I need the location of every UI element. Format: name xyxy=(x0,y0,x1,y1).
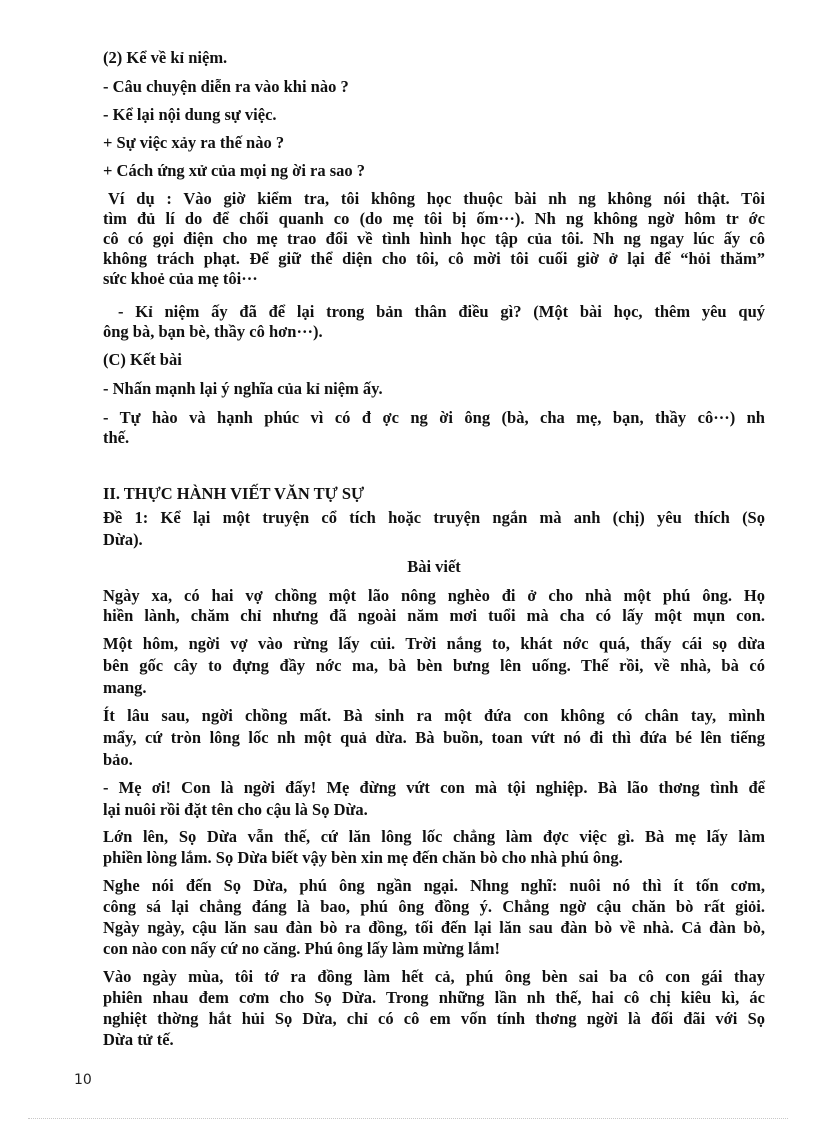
paragraph-line: phiên nhau đem cơm cho Sọ Dừa. Trong những lần nh thế, hai cô chị kiêu kì, ác xyxy=(103,988,765,1007)
paragraph-line: bảo. xyxy=(103,750,133,769)
paragraph-line: - Kỉ niệm ấy đã để lại trong bản thân điều gì? (Một bài học, thêm yêu quý xyxy=(118,302,765,321)
section-title: II. THỰC HÀNH VIẾT VĂN TỰ SỰ xyxy=(103,484,365,503)
paragraph-line: nghiệt thờng hắt hủi Sọ Dừa, chỉ có cô em vốn tính thơng ngời là đối đãi với Sọ xyxy=(103,1009,765,1028)
paragraph-line: mang. xyxy=(103,678,147,697)
paragraph-line: Nghe nói đến Sọ Dừa, phú ông ngần ngại. Nhng nghĩ: nuôi nó thì ít tốn cơm, xyxy=(103,876,765,895)
paragraph-line: Ví dụ : Vào giờ kiểm tra, tôi không học thuộc bài nh ng không nói thật. Tôi xyxy=(108,189,765,208)
paragraph-line: - Mẹ ơi! Con là ngời đấy! Mẹ đừng vứt con mà tội nghiệp. Bà lão thơng tình để xyxy=(103,778,765,797)
paragraph-line: tìm đủ lí do để chối quanh co (do mẹ tôi bị ốm···). Nh ng không ngờ hôm tr ớc xyxy=(103,209,765,228)
section-heading-conclusion: (C) Kết bài xyxy=(103,350,182,369)
list-item: - Nhấn mạnh lại ý nghĩa của kỉ niệm ấy. xyxy=(103,379,383,398)
essay-heading: Bài viết xyxy=(407,557,461,576)
list-item: + Cách ứng xử của mọi ng ời ra sao ? xyxy=(103,161,366,180)
paragraph-line: Dừa tử tế. xyxy=(103,1030,174,1049)
exercise-prompt: Dừa). xyxy=(103,530,143,549)
paragraph-line: thế. xyxy=(103,428,130,447)
paragraph-line: hiền lành, chăm chỉ nhưng đã ngoài năm mơi tuổi mà cha có lấy một mụn con. xyxy=(103,606,765,625)
paragraph-line: Lớn lên, Sọ Dừa vẫn thế, cứ lăn lông lốc chẳng làm đợc việc gì. Bà mẹ lấy làm xyxy=(103,827,765,846)
paragraph-line: phiền lòng lắm. Sọ Dừa biết vậy bèn xin mẹ đến chăn bò cho nhà phú ông. xyxy=(103,848,623,867)
list-item: - Kể lại nội dung sự việc. xyxy=(103,105,277,124)
paragraph-line: Ngày ngày, cậu lăn sau đàn bò ra đồng, tối đến lại lăn sau đàn bò về nhà. Cả đàn bò, xyxy=(103,918,765,937)
paragraph-line: không trách phạt. Để giữ thể diện cho tôi, cô mời tôi cuối giờ ở lại để “hỏi thăm” xyxy=(103,249,765,268)
paragraph-line: sức khoẻ của mẹ tôi··· xyxy=(103,269,258,288)
paragraph-line: Ngày xa, có hai vợ chồng một lão nông nghèo đi ở cho nhà một phú ông. Họ xyxy=(103,586,765,605)
list-item: - Tự hào và hạnh phúc vì có đ ợc ng ời ông (bà, cha mẹ, bạn, thầy cô···) nh xyxy=(103,408,765,427)
section-heading-memory: (2) Kể về kỉ niệm. xyxy=(103,48,228,67)
paragraph-line: ông bà, bạn bè, thầy cô hơn···). xyxy=(103,322,323,341)
paragraph-line: cô có gọi điện cho mẹ trao đổi về tình hình học tập của tôi. Nh ng ngay lúc ấy cô xyxy=(103,229,765,248)
paragraph-line: lại nuôi rồi đặt tên cho cậu là Sọ Dừa. xyxy=(103,800,368,819)
paragraph-line: mẩy, cứ tròn lông lốc nh một quả dừa. Bà buồn, toan vứt nó đi thì đứa bé lên tiếng xyxy=(103,728,765,747)
paragraph-line: Vào ngày mùa, tôi tớ ra đồng làm hết cả, phú ông bèn sai ba cô con gái thay xyxy=(103,967,765,986)
paragraph-line: Một hôm, ngời vợ vào rừng lấy củi. Trời nắng to, khát nớc quá, thấy cái sọ dừa xyxy=(103,634,765,653)
exercise-prompt: Đề 1: Kể lại một truyện cổ tích hoặc truyện ngắn mà anh (chị) yêu thích (Sọ xyxy=(103,508,765,527)
paragraph-line: con nào con nấy cứ no căng. Phú ông lấy làm mừng lắm! xyxy=(103,939,501,958)
paragraph-line: bên gốc cây to đựng đầy nớc ma, bà bèn bưng lên uống. Thế rồi, về nhà, bà có xyxy=(103,656,765,675)
list-item: + Sự việc xảy ra thế nào ? xyxy=(103,133,285,152)
page-number: 10 xyxy=(74,1072,92,1088)
paragraph-line: công sá lại chẳng đáng là bao, phú ông đồng ý. Chẳng ngờ cậu chăn bò rất giỏi. xyxy=(103,897,765,916)
paragraph-line: Ít lâu sau, ngời chồng mất. Bà sinh ra một đứa con không có chân tay, mình xyxy=(103,706,765,725)
list-item: - Câu chuyện diễn ra vào khi nào ? xyxy=(103,77,349,96)
page-bottom-divider xyxy=(28,1118,788,1119)
